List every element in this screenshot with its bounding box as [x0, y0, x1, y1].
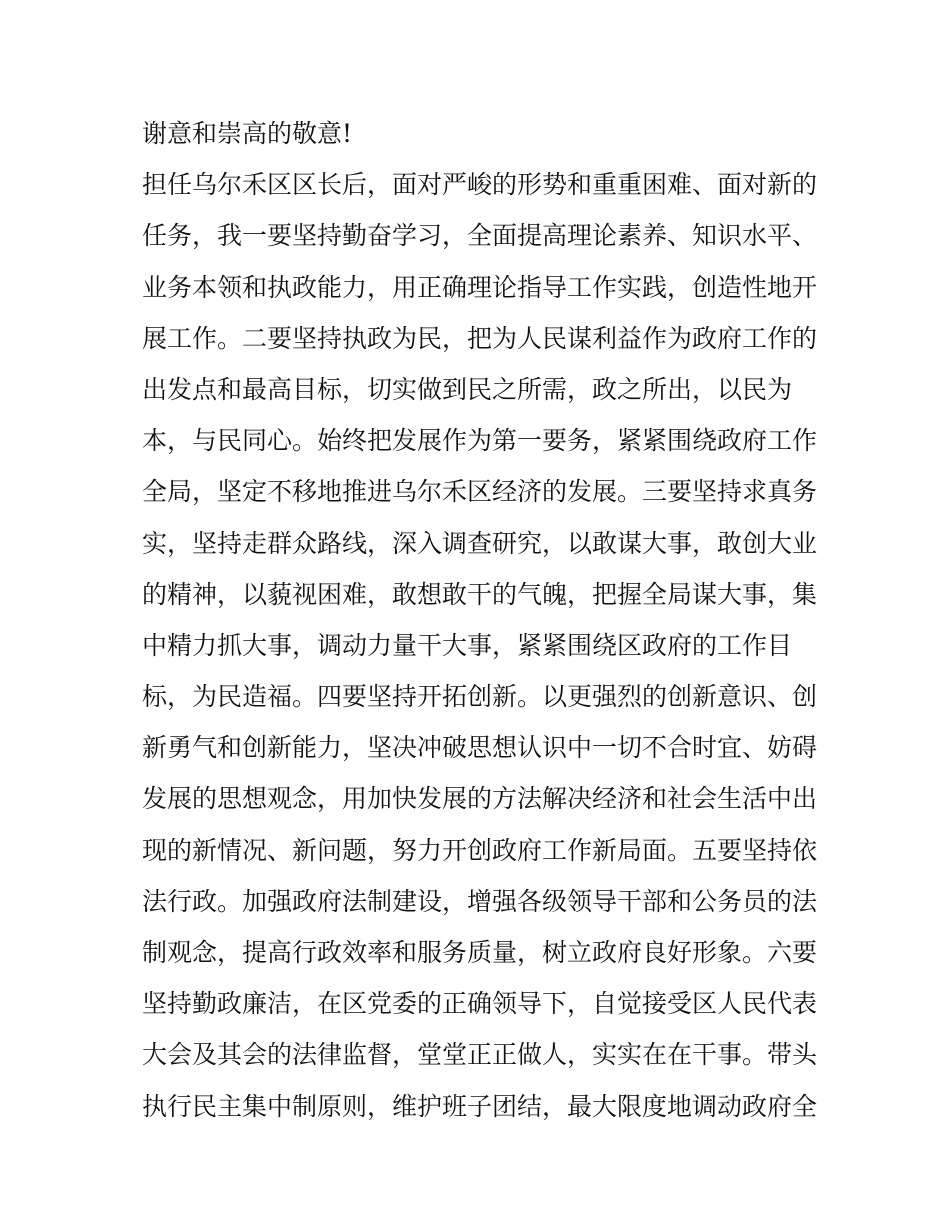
text-line: 任务，我一要坚持勤奋学习，全面提高理论素养、知识水平、 [142, 221, 818, 251]
text-line: 展工作。二要坚持执政为民，把为人民谋利益作为政府工作的 [142, 323, 818, 353]
text-line: 全局，坚定不移地推进乌尔禾区经济的发展。三要坚持求真务 [142, 477, 818, 507]
text-line: 大会及其会的法律监督，堂堂正正做人，实实在在干事。带头 [142, 1040, 818, 1070]
text-line: 发展的思想观念，用加快发展的方法解决经济和社会生活中出 [142, 784, 818, 814]
text-line: 现的新情况、新问题，努力开创政府工作新局面。五要坚持依 [142, 835, 818, 865]
text-line: 谢意和崇高的敬意! [142, 119, 353, 148]
text-line: 本，与民同心。始终把发展作为第一要务，紧紧围绕政府工作 [142, 426, 818, 456]
text-line: 中精力抓大事，调动力量干大事，紧紧围绕区政府的工作目 [142, 630, 793, 660]
text-line: 坚持勤政廉洁，在区党委的正确领导下，自觉接受区人民代表 [142, 989, 818, 1019]
text-line: 担任乌尔禾区区长后，面对严峻的形势和重重困难、面对新的 [142, 170, 818, 200]
text-line: 实，坚持走群众路线，深入调查研究，以敢谋大事，敢创大业 [142, 528, 818, 558]
text-line: 法行政。加强政府法制建设，增强各级领导干部和公务员的法 [142, 886, 818, 916]
text-line: 新勇气和创新能力，坚决冲破思想认识中一切不合时宜、妨碍 [142, 733, 818, 763]
body-text [142, 108, 822, 1132]
text-line: 业务本领和执政能力，用正确理论指导工作实践，创造性地开 [142, 272, 818, 302]
text-line: 的精神，以藐视困难，敢想敢干的气魄，把握全局谋大事，集 [142, 579, 818, 609]
text-line: 执行民主集中制原则，维护班子团结，最大限度地调动政府全 [142, 1091, 818, 1121]
text-line: 出发点和最高目标，切实做到民之所需，政之所出，以民为 [142, 374, 793, 404]
text-line: 制观念，提高行政效率和服务质量，树立政府良好形象。六要 [142, 938, 818, 967]
text-line: 标，为民造福。四要坚持开拓创新。以更强烈的创新意识、创 [142, 682, 818, 712]
